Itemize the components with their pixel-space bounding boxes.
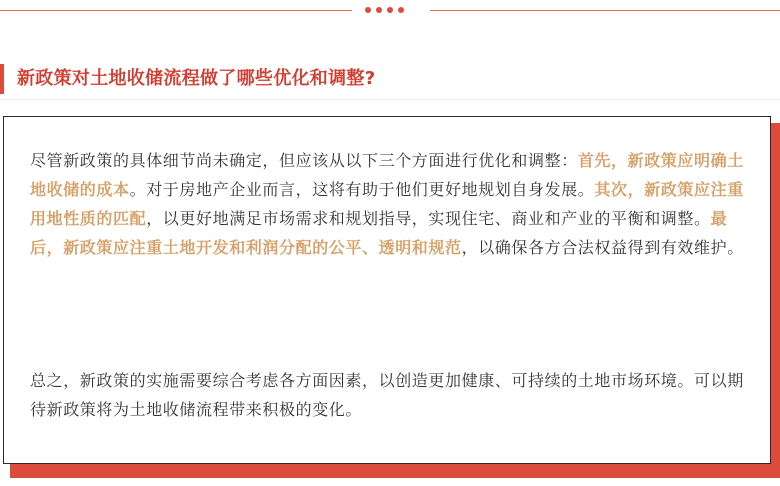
highlight-point-1: 首先，新政策应明确土地收储的成本 [30,151,744,199]
section-heading: 新政策对土地收储流程做了哪些优化和调整? [17,68,376,89]
highlight-point-2: 其次，新政策应注重用地性质的匹配 [30,180,744,228]
divider-dot [365,7,371,13]
highlight-point-3: 最后，新政策应注重土地开发和利润分配的公平、透明和规范 [30,209,728,257]
divider-dot [376,7,382,13]
paragraph-optimization [30,146,750,262]
paragraph-summary: 总之，新政策的实施需要综合考虑各方面因素，以创造更加健康、可持续的土地市场环境。可以期待新政策将为土地收储流程带来积极的变化。 [30,371,744,419]
heading-accent-bar [0,64,4,94]
divider-line-right [430,10,780,11]
paragraph-text-2: ，以更好地满足市场需求和规划指导，实现住宅、商业和产业的平衡和调整。 [146,209,711,228]
divider-dot [387,7,393,13]
heading-rule [0,99,780,100]
paragraph-text-1: 。对于房地产企业而言，这将有助于他们更好地规划自身发展。 [129,180,595,199]
divider-line-left [0,10,352,11]
divider-dot [398,7,404,13]
paragraph-text-3: ，以确保各方合法权益得到有效维护。 [461,238,744,257]
divider-dots [365,7,404,13]
paragraph-intro: 尽管新政策的具体细节尚未确定，但应该从以下三个方面进行优化和调整： [30,151,578,170]
top-divider [0,0,780,22]
